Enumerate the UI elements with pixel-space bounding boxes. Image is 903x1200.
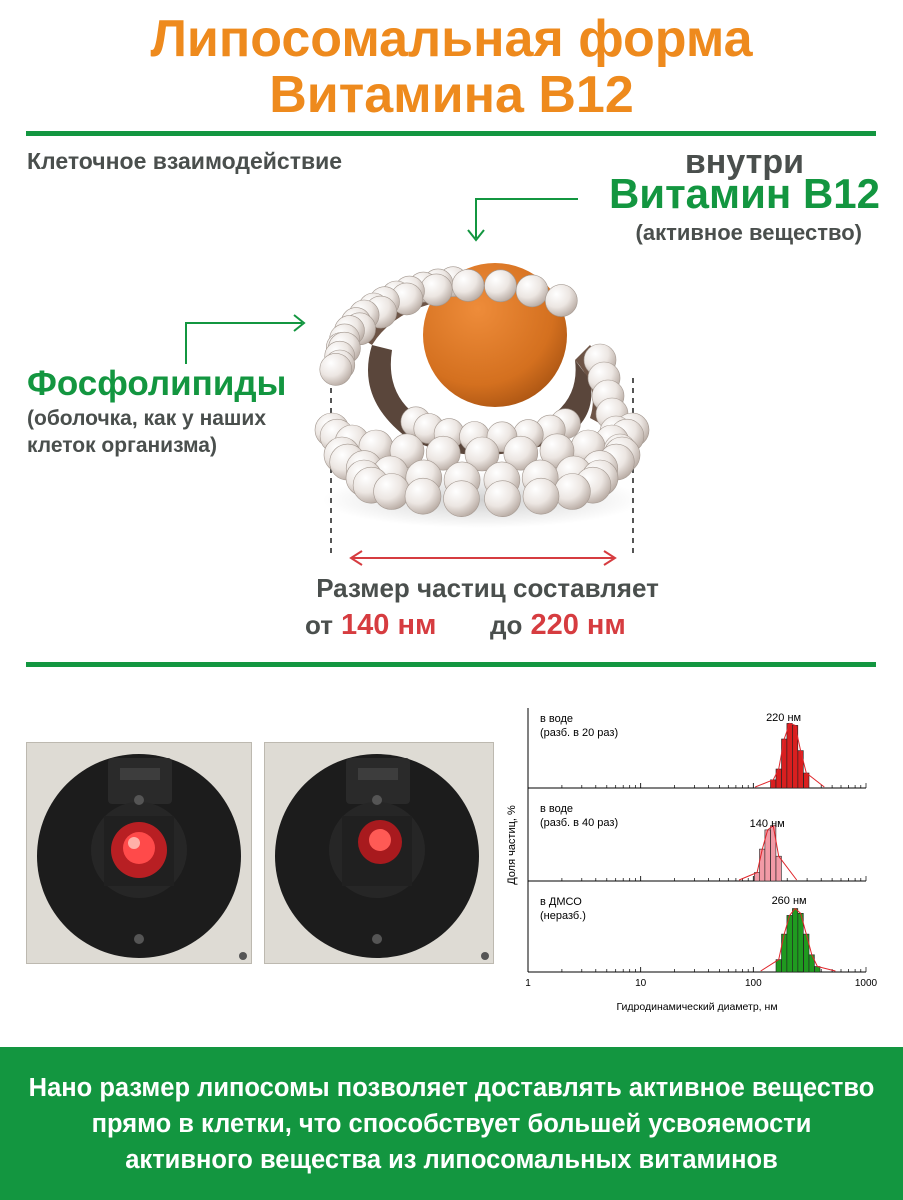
size-from-value: 140 нм xyxy=(341,609,437,641)
size-double-arrow-icon xyxy=(351,551,615,565)
title-line-2: Витамина B12 xyxy=(269,66,634,124)
footer-line-3: активного вещества из липосомальных витаминов xyxy=(125,1145,778,1174)
phospholipids-note-line-2: клеток организма) xyxy=(27,434,217,457)
dls-chart xyxy=(500,698,890,1023)
title-line-1: Липосомальная форма xyxy=(150,10,753,68)
instrument-photo-2 xyxy=(264,742,494,964)
peak-label: 220 нм xyxy=(766,712,802,724)
panel-label-line-1: в ДМСО xyxy=(540,896,582,908)
size-from-label: от xyxy=(305,610,333,640)
lipid-head-icon xyxy=(485,270,517,302)
panel-label-line-1: в воде xyxy=(540,713,574,725)
peak-label: 140 нм xyxy=(749,818,785,830)
lipid-head-icon xyxy=(452,269,484,301)
panel-label-line-2: (разб. в 20 раз) xyxy=(540,727,619,739)
lipid-head-icon xyxy=(523,478,559,514)
x-tick-label: 1000 xyxy=(854,978,878,989)
footer-banner xyxy=(0,1047,903,1200)
panel-label-line-2: (неразб.) xyxy=(540,910,586,922)
size-to-value: 220 нм xyxy=(530,609,626,641)
histogram-bar xyxy=(760,849,765,881)
histogram-bar xyxy=(798,913,803,972)
size-caption: Размер частиц составляет xyxy=(316,573,659,603)
footer-line-2: прямо в клетки, что способствует большей усвояемости xyxy=(91,1109,812,1138)
histogram-bar xyxy=(776,960,781,972)
peak-label: 260 нм xyxy=(771,895,807,907)
liposome-icon xyxy=(315,263,649,528)
histogram-bar xyxy=(787,723,792,788)
y-axis-label: Доля частиц, % xyxy=(506,805,518,885)
footer-line-1: Нано размер липосомы позволяет доставлять активное вещество xyxy=(28,1073,875,1102)
histogram-bar xyxy=(804,773,809,788)
histogram-bar xyxy=(792,909,797,973)
panel-label-line-1: в воде xyxy=(540,803,574,815)
arrow-to-core-icon xyxy=(468,199,578,240)
subtitle: Клеточное взаимодействие xyxy=(27,148,343,174)
divider-bottom xyxy=(26,662,876,667)
instrument-photo-1 xyxy=(26,742,252,964)
arrow-to-shell-icon xyxy=(186,315,304,364)
x-tick-label: 1 xyxy=(525,978,531,989)
x-tick-label: 100 xyxy=(744,978,762,989)
lipid-head-icon xyxy=(444,481,480,517)
inside-label: внутри xyxy=(684,143,804,181)
x-tick-label: 10 xyxy=(635,978,647,989)
phospholipids-label: Фосфолипиды xyxy=(27,364,287,403)
size-range-to xyxy=(490,609,626,642)
lipid-head-icon xyxy=(405,478,441,514)
size-to-label: до xyxy=(490,610,523,640)
lipid-head-icon xyxy=(320,353,352,385)
lipid-head-icon xyxy=(545,285,577,317)
panel-label-line-2: (разб. в 40 раз) xyxy=(540,817,619,829)
lipid-head-icon xyxy=(554,474,590,510)
lipid-head-icon xyxy=(374,474,410,510)
lipid-head-icon xyxy=(485,481,521,517)
vitamin-b12-label: Витамин B12 xyxy=(608,170,880,217)
x-axis-label: Гидродинамический диаметр, нм xyxy=(616,1001,778,1013)
active-substance-note: (активное вещество) xyxy=(635,220,862,245)
histogram-bar xyxy=(776,856,781,881)
histogram-bar xyxy=(782,934,787,972)
phospholipids-note-line-1: (оболочка, как у наших xyxy=(27,407,267,430)
size-range-from xyxy=(305,609,436,642)
lipid-head-icon xyxy=(516,275,548,307)
histogram-bar xyxy=(787,915,792,972)
histogram-bar xyxy=(782,739,787,788)
lipid-head-icon xyxy=(420,274,452,306)
